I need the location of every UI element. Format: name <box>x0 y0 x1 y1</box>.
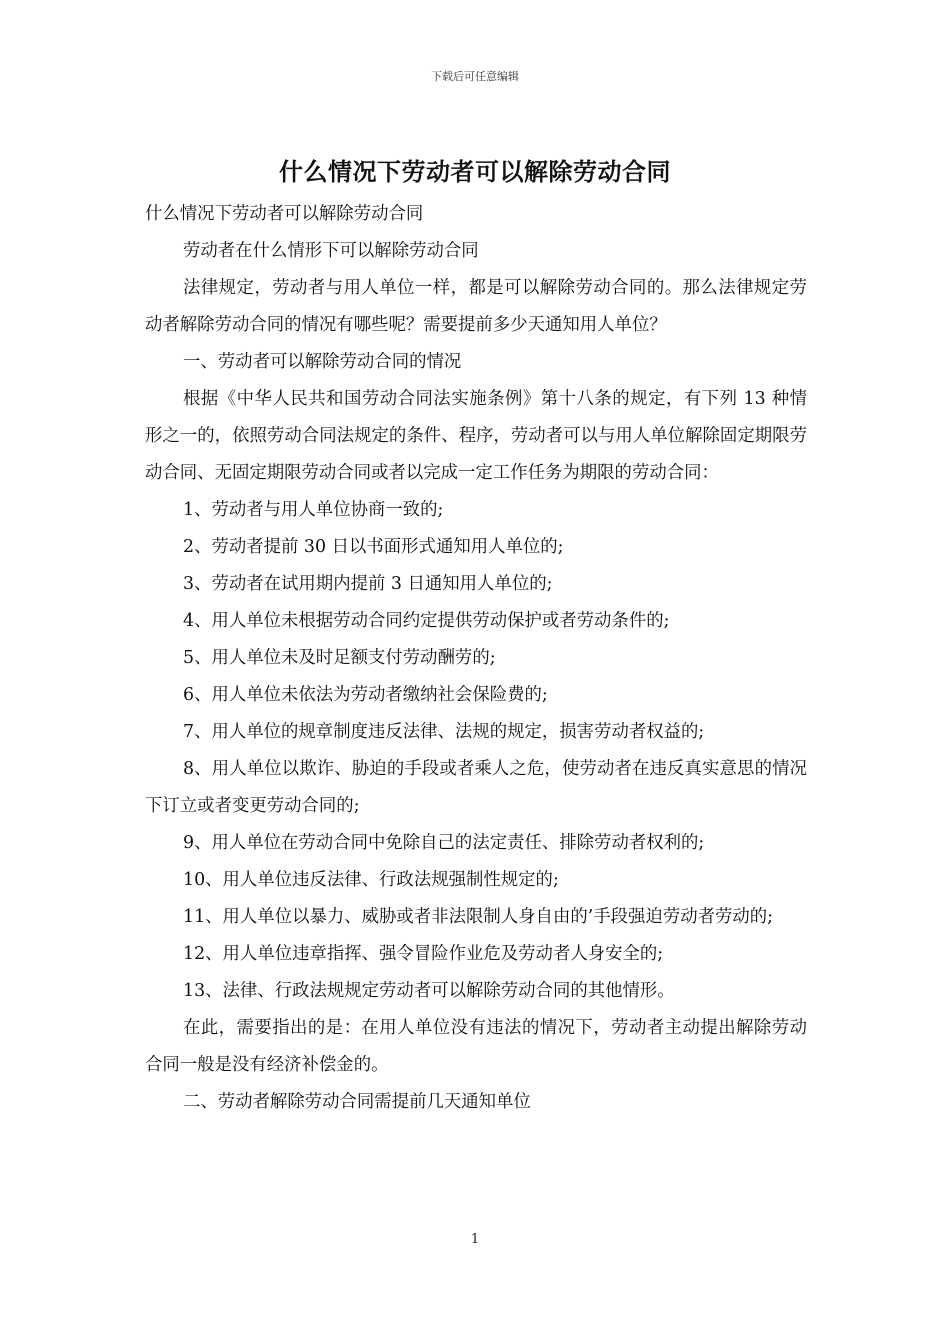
paragraph-note: 在此，需要指出的是：在用人单位没有违法的情况下，劳动者主动提出解除劳动合同一般是没有经济补偿金的。 <box>145 1018 807 1075</box>
paragraph-intro: 法律规定，劳动者与用人单位一样，都是可以解除劳动合同的。那么法律规定劳动者解除劳动合同的情况有哪些呢？需要提前多少天通知用人单位？ <box>145 278 807 335</box>
page-number: 1 <box>470 1232 480 1247</box>
paragraph-heading: 劳动者在什么情形下可以解除劳动合同 <box>183 241 479 261</box>
paragraph-subtitle: 什么情况下劳动者可以解除劳动合同 <box>145 204 424 224</box>
document-body <box>145 196 807 1121</box>
list-item-4: 4、用人单位未根据劳动合同约定提供劳动保护或者劳动条件的; <box>183 611 670 631</box>
list-item-8: 8、用人单位以欺诈、胁迫的手段或者乘人之危，使劳动者在违反真实意思的情况下订立或者变更劳动合同的; <box>145 759 807 816</box>
list-item-7: 7、用人单位的规章制度违反法律、法规的规定，损害劳动者权益的; <box>183 722 705 742</box>
document-title: 什么情况下劳动者可以解除劳动合同 <box>279 158 671 186</box>
list-item-10: 10、用人单位违反法律、行政法规强制性规定的; <box>183 870 559 890</box>
list-item-1: 1、劳动者与用人单位协商一致的; <box>183 500 444 520</box>
list-item-2: 2、劳动者提前 30 日以书面形式通知用人单位的; <box>183 537 564 557</box>
list-item-3: 3、劳动者在试用期内提前 3 日通知用人单位的; <box>183 574 553 594</box>
section-heading-1: 一、劳动者可以解除劳动合同的情况 <box>183 352 462 372</box>
list-item-12: 12、用人单位违章指挥、强令冒险作业危及劳动者人身安全的; <box>183 944 664 964</box>
list-item-5: 5、用人单位未及时足额支付劳动酬劳的; <box>183 648 496 668</box>
list-item-6: 6、用人单位未依法为劳动者缴纳社会保险费的; <box>183 685 548 705</box>
list-item-13: 13、法律、行政法规规定劳动者可以解除劳动合同的其他情形。 <box>183 981 675 1001</box>
page-header-note: 下载后可任意编辑 <box>431 70 519 83</box>
list-item-11: 11、用人单位以暴力、威胁或者非法限制人身自由的’手段强迫劳动者劳动的; <box>183 907 774 927</box>
section-heading-2: 二、劳动者解除劳动合同需提前几天通知单位 <box>183 1092 531 1112</box>
paragraph-legal-basis: 根据《中华人民共和国劳动合同法实施条例》第十八条的规定，有下列 13 种情形之一的，依照劳动合同法规定的条件、程序，劳动者可以与用人单位解除固定期限劳动合同、无固定期限劳动合同或者以完成一定工作任务为期限的劳动合同： <box>145 389 807 483</box>
list-item-9: 9、用人单位在劳动合同中免除自己的法定责任、排除劳动者权利的; <box>183 833 705 853</box>
